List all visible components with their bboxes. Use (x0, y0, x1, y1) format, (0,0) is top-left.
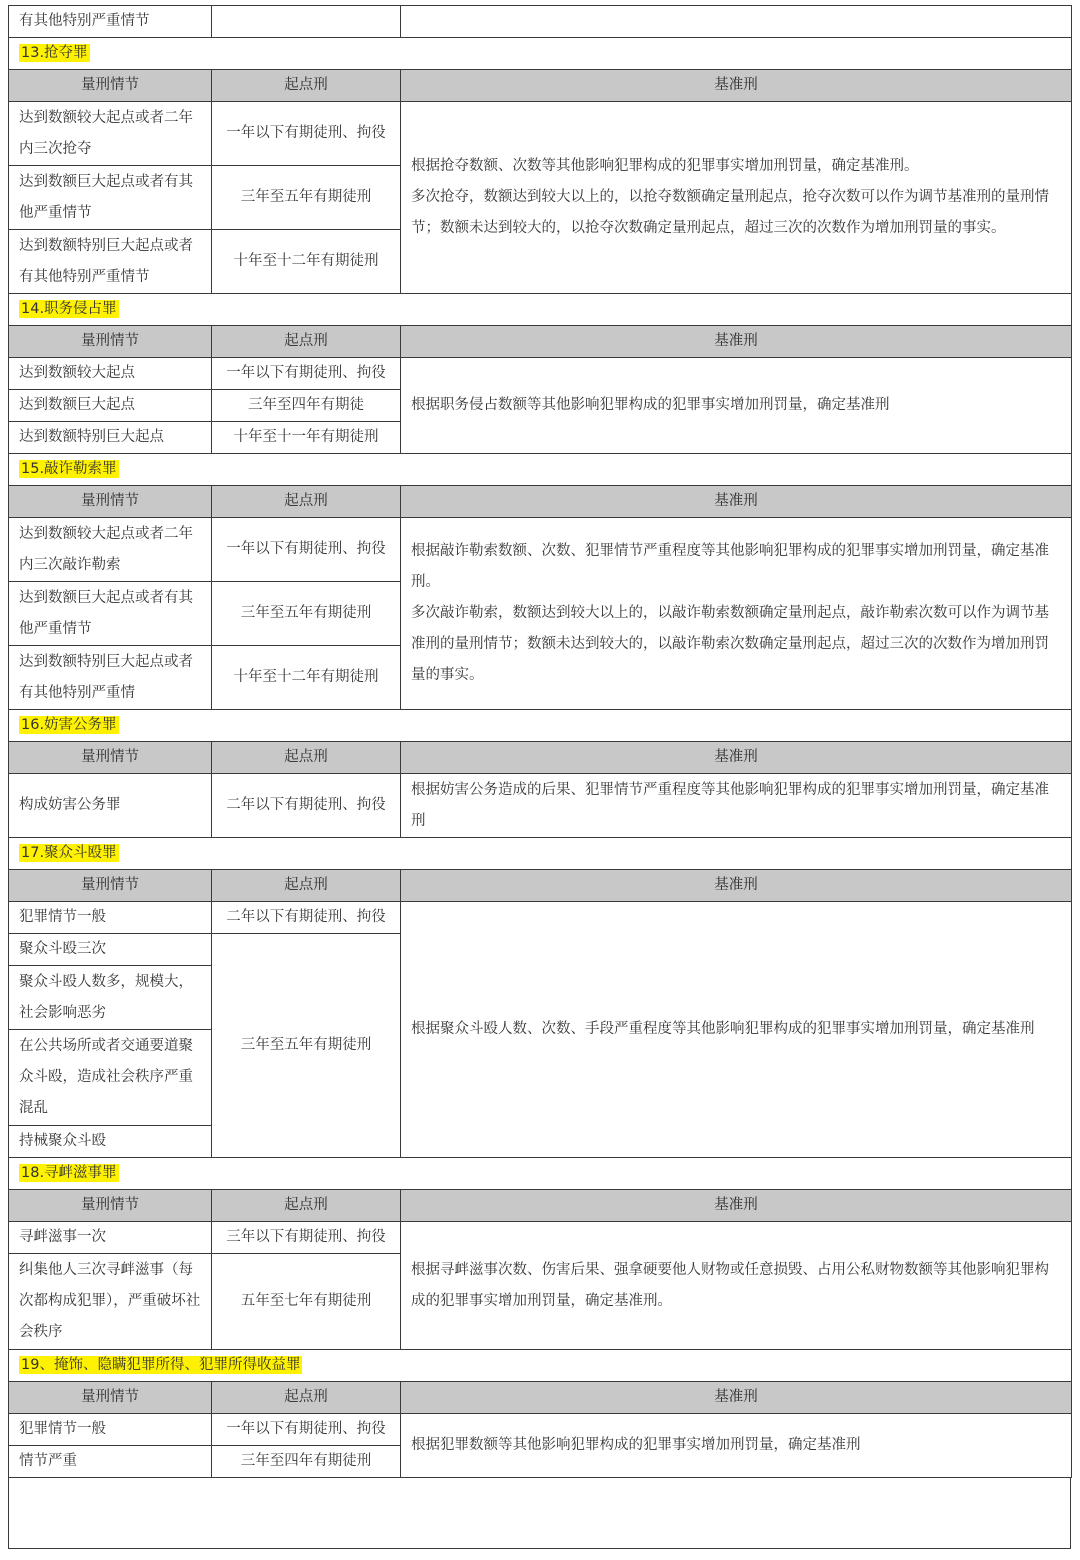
start-penalty-cell: 三年至五年有期徒刑 (212, 582, 401, 646)
basis-cell (401, 1222, 1072, 1350)
circumstance-cell: 达到数额较大起点或者二年内三次敲诈勒索 (9, 518, 212, 582)
start-penalty-cell: 十年至十二年有期徒刑 (212, 230, 401, 294)
header-basis: 基准刑 (401, 1382, 1072, 1414)
header-circumstance: 量刑情节 (9, 326, 212, 358)
header-circumstance: 量刑情节 (9, 70, 212, 102)
header-start-penalty: 起点刑 (212, 70, 401, 102)
section-title-row (9, 454, 1072, 486)
circumstance-cell: 达到数额巨大起点或者有其他严重情节 (9, 582, 212, 646)
section-title-row (9, 1158, 1072, 1190)
basis-paragraph: 多次抢夺，数额达到较大以上的，以抢夺数额确定量刑起点，抢夺次数可以作为调节基准刑的量刑情节；数额未达到较大的，以抢夺次数确定量刑起点，超过三次的次数作为增加刑罚量的事实。 (411, 189, 1049, 236)
circumstance-cell: 达到数额特别巨大起点或者有其他特别严重情 (9, 646, 212, 710)
start-penalty-cell: 三年至四年有期徒 (212, 390, 401, 422)
start-penalty-cell: 二年以下有期徒刑、拘役 (212, 902, 401, 934)
start-penalty-cell: 一年以下有期徒刑、拘役 (212, 518, 401, 582)
table-header-row (9, 870, 1072, 902)
start-penalty-cell: 一年以下有期徒刑、拘役 (212, 102, 401, 166)
header-basis: 基准刑 (401, 70, 1072, 102)
section-title-row (9, 710, 1072, 742)
header-start-penalty: 起点刑 (212, 1190, 401, 1222)
table-row (9, 102, 1072, 166)
header-circumstance: 量刑情节 (9, 742, 212, 774)
circumstance-cell: 达到数额特别巨大起点 (9, 422, 212, 454)
header-start-penalty: 起点刑 (212, 870, 401, 902)
basis-paragraph: 根据寻衅滋事次数、伤害后果、强拿硬要他人财物或任意损毁、占用公私财物数额等其他影响犯罪构成的犯罪事实增加刑罚量，确定基准刑。 (411, 1261, 1049, 1309)
section-title-row (9, 38, 1072, 70)
table-row (9, 774, 1072, 838)
header-start-penalty: 起点刑 (212, 742, 401, 774)
basis-cell (401, 358, 1072, 454)
table-row (9, 518, 1072, 582)
table-header-row (9, 1190, 1072, 1222)
sentencing-table (8, 5, 1072, 1478)
circumstance-cell: 达到数额特别巨大起点或者有其他特别严重情节 (9, 230, 212, 294)
header-circumstance: 量刑情节 (9, 486, 212, 518)
table-header-row (9, 70, 1072, 102)
circumstance-cell: 犯罪情节一般 (9, 1414, 212, 1446)
section-title-row (9, 294, 1072, 326)
header-basis: 基准刑 (401, 742, 1072, 774)
basis-paragraph: 根据犯罪数额等其他影响犯罪构成的犯罪事实增加刑罚量，确定基准刑 (411, 1437, 861, 1453)
basis-paragraph: 根据敲诈勒索数额、次数、犯罪情节严重程度等其他影响犯罪构成的犯罪事实增加刑罚量，确定基准刑。 (411, 543, 1049, 590)
header-basis: 基准刑 (401, 326, 1072, 358)
table-header-row (9, 486, 1072, 518)
section-title-row (9, 1350, 1072, 1382)
header-basis: 基准刑 (401, 870, 1072, 902)
header-circumstance: 量刑情节 (9, 1382, 212, 1414)
header-basis: 基准刑 (401, 1190, 1072, 1222)
section-title-row (9, 838, 1072, 870)
sentencing-document (8, 5, 1071, 1549)
circumstance-cell: 在公共场所或者交通要道聚众斗殴，造成社会秩序严重混乱 (9, 1030, 212, 1126)
basis-paragraph: 根据抢夺数额、次数等其他影响犯罪构成的犯罪事实增加刑罚量，确定基准刑。 (411, 158, 919, 174)
header-start-penalty: 起点刑 (212, 326, 401, 358)
basis-paragraph: 根据职务侵占数额等其他影响犯罪构成的犯罪事实增加刑罚量，确定基准刑 (411, 397, 890, 413)
section-title: 17.聚众斗殴罪 (21, 845, 117, 861)
basis-cell (401, 6, 1072, 38)
circumstance-cell: 情节严重 (9, 1446, 212, 1478)
start-penalty-cell: 一年以下有期徒刑、拘役 (212, 358, 401, 390)
section-title: 19、掩饰、隐瞒犯罪所得、犯罪所得收益罪 (21, 1357, 301, 1373)
table-row (9, 902, 1072, 934)
header-circumstance: 量刑情节 (9, 1190, 212, 1222)
basis-cell (401, 902, 1072, 1158)
section-title: 13.抢夺罪 (21, 45, 88, 61)
start-penalty-cell: 十年至十一年有期徒刑 (212, 422, 401, 454)
start-penalty-cell: 三年至五年有期徒刑 (212, 166, 401, 230)
section-title: 18.寻衅滋事罪 (21, 1165, 117, 1181)
start-penalty-cell: 一年以下有期徒刑、拘役 (212, 1414, 401, 1446)
circumstance-cell: 构成妨害公务罪 (9, 774, 212, 838)
start-penalty-cell: 三年至四年有期徒刑 (212, 1446, 401, 1478)
table-row (9, 358, 1072, 390)
basis-paragraph: 根据妨害公务造成的后果、犯罪情节严重程度等其他影响犯罪构成的犯罪事实增加刑罚量，确定基准刑 (411, 781, 1049, 829)
start-penalty-cell: 十年至十二年有期徒刑 (212, 646, 401, 710)
header-start-penalty: 起点刑 (212, 1382, 401, 1414)
section-title: 15.敲诈勒索罪 (21, 461, 117, 477)
header-basis: 基准刑 (401, 486, 1072, 518)
carry-over-row (9, 6, 1072, 38)
table-row (9, 1414, 1072, 1446)
start-penalty-cell: 五年至七年有期徒刑 (212, 1254, 401, 1350)
start-penalty-cell (212, 6, 401, 38)
basis-cell (401, 774, 1072, 838)
circumstance-cell: 聚众斗殴人数多，规模大，社会影响恶劣 (9, 966, 212, 1030)
circumstance-cell: 达到数额较大起点 (9, 358, 212, 390)
circumstance-cell: 持械聚众斗殴 (9, 1126, 212, 1158)
circumstance-cell: 纠集他人三次寻衅滋事（每次都构成犯罪），严重破坏社会秩序 (9, 1254, 212, 1350)
circumstance-cell: 犯罪情节一般 (9, 902, 212, 934)
circumstance-cell: 寻衅滋事一次 (9, 1222, 212, 1254)
section-title: 16.妨害公务罪 (21, 717, 117, 733)
table-header-row (9, 742, 1072, 774)
section-title: 14.职务侵占罪 (21, 301, 117, 317)
circumstance-cell: 达到数额巨大起点或者有其他严重情节 (9, 166, 212, 230)
start-penalty-cell: 二年以下有期徒刑、拘役 (212, 774, 401, 838)
header-circumstance: 量刑情节 (9, 870, 212, 902)
blank-table-area (8, 1478, 1071, 1549)
circumstance-cell: 达到数额巨大起点 (9, 390, 212, 422)
start-penalty-cell: 三年至五年有期徒刑 (212, 934, 401, 1158)
circumstance-cell: 有其他特别严重情节 (9, 6, 212, 38)
header-start-penalty: 起点刑 (212, 486, 401, 518)
table-header-row (9, 1382, 1072, 1414)
basis-cell (401, 102, 1072, 294)
basis-cell (401, 1414, 1072, 1478)
basis-paragraph: 根据聚众斗殴人数、次数、手段严重程度等其他影响犯罪构成的犯罪事实增加刑罚量，确定基准刑 (411, 1021, 1035, 1037)
table-row (9, 1222, 1072, 1254)
circumstance-cell: 聚众斗殴三次 (9, 934, 212, 966)
basis-cell (401, 518, 1072, 710)
basis-paragraph: 多次敲诈勒索，数额达到较大以上的，以敲诈勒索数额确定量刑起点，敲诈勒索次数可以作为调节基准刑的量刑情节；数额未达到较大的，以敲诈勒索次数确定量刑起点，超过三次的次数作为增加刑罚量的事实。 (411, 605, 1049, 683)
start-penalty-cell: 三年以下有期徒刑、拘役 (212, 1222, 401, 1254)
table-header-row (9, 326, 1072, 358)
circumstance-cell: 达到数额较大起点或者二年内三次抢夺 (9, 102, 212, 166)
